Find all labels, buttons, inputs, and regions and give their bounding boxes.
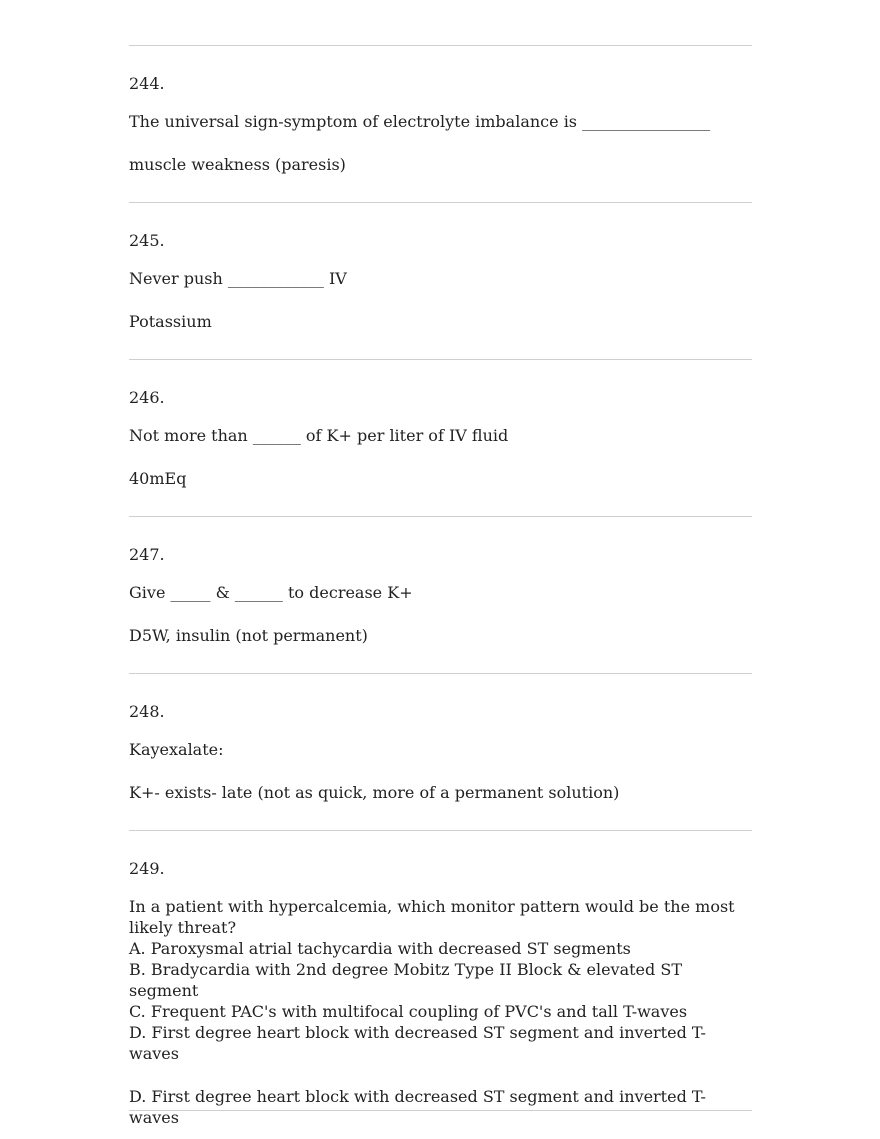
card-term: In a patient with hypercalcemia, which monitor pattern would be the most likely threat? A. Paroxysmal atrial tachycardia with decreased ST segments B. Bradycardia with 2nd degree Mobitz Type II Block & elevated ST segment C. Frequent PAC's with multifocal coupling of PVC's and tall T-waves D. First degree heart block with decreased ST segment and inverted T-waves	[129, 897, 735, 1063]
flashcard-246	[129, 359, 752, 516]
divider	[129, 1110, 752, 1111]
card-number: 246.	[129, 388, 165, 407]
card-term: Never push ____________ IV	[129, 269, 347, 288]
card-definition: D. First degree heart block with decreased ST segment and inverted T- waves	[129, 1087, 706, 1127]
card-term: Give _____ & ______ to decrease K+	[129, 583, 413, 602]
card-term: The universal sign-symptom of electrolyte imbalance is ________________	[129, 112, 711, 131]
flashcard-245	[129, 202, 752, 359]
card-number: 244.	[129, 74, 165, 93]
card-number: 247.	[129, 545, 165, 564]
card-number: 248.	[129, 702, 165, 721]
card-number: 249.	[129, 859, 165, 878]
card-definition: muscle weakness (paresis)	[129, 155, 346, 174]
card-definition: D5W, insulin (not permanent)	[129, 626, 368, 645]
card-definition: Potassium	[129, 312, 212, 331]
flashcard-247	[129, 516, 752, 673]
card-number: 245.	[129, 231, 165, 250]
card-definition: K+- exists- late (not as quick, more of a permanent solution)	[129, 783, 620, 802]
flashcard-244	[129, 45, 752, 202]
card-term: Kayexalate:	[129, 740, 224, 759]
flashcard-list	[129, 45, 752, 1127]
card-term: Not more than ______ of K+ per liter of IV fluid	[129, 426, 509, 445]
flashcard-248	[129, 673, 752, 830]
flashcard-249	[129, 830, 752, 1127]
card-definition: 40mEq	[129, 469, 187, 488]
